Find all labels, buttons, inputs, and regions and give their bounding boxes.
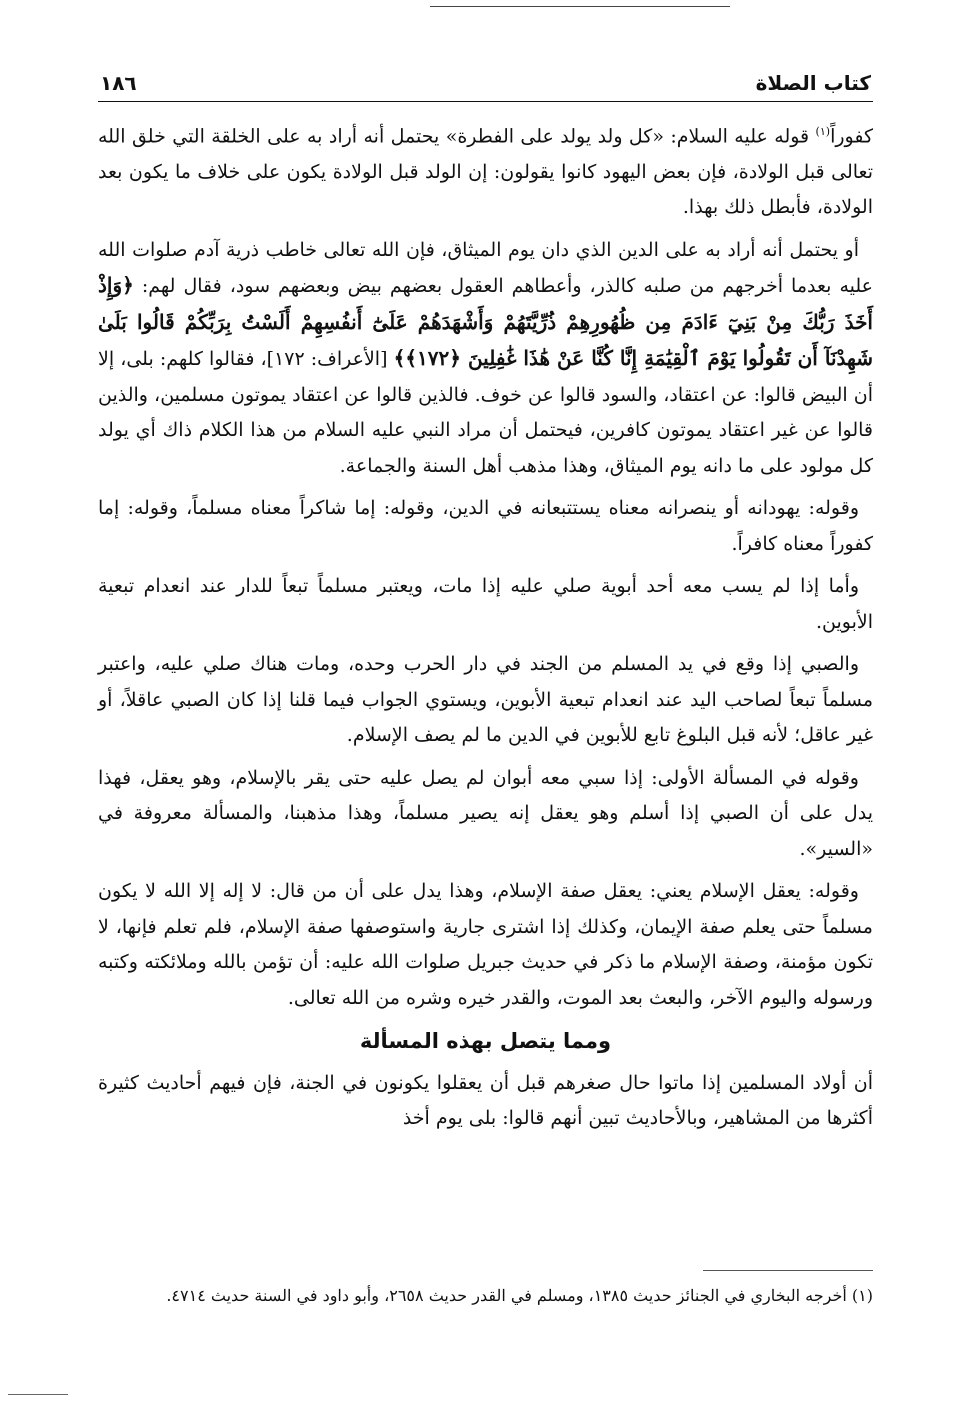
paragraph-2-lead: أو يحتمل أنه أراد به على الدين الذي دان يوم الميثاق، فإن الله تعالى خاطب ذرية آدم صلوات الله عليه بعدما أخرجهم من صلبه كالذر، وأعطاهم العقول بعضهم بيض وبعضهم سود، فقال لهم:	[98, 238, 873, 298]
footnote-1	[98, 1281, 873, 1311]
paragraph-6: وقوله في المسألة الأولى: إذا سبي معه أبوان لم يصل عليه حتى يقر بالإسلام، وهو يعقل، فهذا يدل على أن الصبي إذا أسلم وهو يعقل إنه يصير مسلماً، وهذا مذهبنا، والمسألة معروفة في «السير».	[98, 766, 873, 860]
book-title: كتاب الصلاة	[755, 71, 871, 95]
footnote-text: أخرجه البخاري في الجنائز حديث ١٣٨٥، ومسلم في القدر حديث ٢٦٥٨، وأبو داود في السنة حديث ٤٧١٤.	[166, 1286, 847, 1305]
paragraph-1-text: قوله عليه السلام: «كل ولد يولد على الفطرة» يحتمل أنه أراد به على الخلقة التي خلق الله تعالى قبل الولادة، فإن بعض اليهود كانوا يقولون: إن الولد قبل الولادة يكون على خلاف ما يكون بعد الولادة، فأبطل ذلك بهذا.	[98, 125, 873, 219]
footnote-rule	[703, 1270, 873, 1271]
paragraph-4: وأما إذا لم يسب معه أحد أبوية صلي عليه إذا مات، ويعتبر مسلماً تبعاً للدار عند انعدام تبعية الأبوين.	[98, 575, 873, 633]
paragraph-3: وقوله: يهودانه أو ينصرانه معناه يستتبعانه في الدين، وقوله: إما شاكراً معناه مسلماً، وقوله: إما كفوراً معناه كافراً.	[98, 497, 873, 555]
paragraph-2-text: [الأعراف: ١٧٢]، فقالوا كلهم: بلى، إلا أن البيض قالوا: عن اعتقاد، والسود قالوا عن خوف. فالذين قالوا عن اعتقاد يموتون مسلمين، والذين قالوا عن غير اعتقاد يموتون كافرين، فيحتمل أن مراد النبي عليه السلام من هذا الكلام ذاك أي يولد كل مولود على ما دانه يوم الميثاق، وهذا مذهب أهل السنة والجماعة.	[98, 348, 873, 477]
paragraph-5: والصبي إذا وقع في يد المسلم من الجند في دار الحرب وحده، ومات هناك صلي عليه، واعتبر مسلماً تبعاً لصاحب اليد عند انعدام تبعية الأبوين، ويستوي الجواب فيما قلنا إذا كان الصبي عاقلاً، أو غير عاقل؛ لأنه قبل البلوغ تابع للأبوين في الدين ما لم يصف الإسلام.	[98, 653, 873, 747]
footnote-marker: (١)	[851, 1286, 873, 1305]
quran-verse: ﴿وَإِذْ أَخَذَ رَبُّكَ مِنْ بَنِيٓ ءَادَمَ مِن ظُهُورِهِمْ ذُرِّيَّتَهُمْ وَأَشْهَدَهُمْ عَلَىٰٓ أَنفُسِهِمْ أَلَسْتُ بِرَبِّكُمْ قَالُوا بَلَىٰ شَهِدْنَآ أَن تَقُولُوا يَوْمَ ٱلْقِيَٰمَةِ إِنَّا كُنَّا عَنْ هَٰذَا غَٰفِلِينَ ﴿١٧٢﴾﴾	[98, 273, 873, 371]
paragraph-8: أن أولاد المسلمين إذا ماتوا حال صغرهم قبل أن يعقلوا يكونون في الجنة، فإن فيهم أحاديث كثيرة أكثرها من المشاهير، وبالأحاديث تبين أنهم قالوا: بلى يوم أخذ	[98, 1071, 873, 1130]
paragraph-1	[98, 114, 873, 226]
top-rule	[430, 6, 730, 7]
page	[98, 62, 873, 1144]
bottom-rule	[8, 1394, 68, 1395]
page-body	[98, 114, 873, 1137]
page-number: ١٨٦	[100, 71, 137, 95]
section-title: ومما يتصل بهذه المسألة	[359, 1029, 612, 1054]
footnote-ref: (١)	[815, 125, 831, 138]
page-header	[98, 62, 873, 102]
paragraph-7: وقوله: يعقل الإسلام يعني: يعقل صفة الإسلام، وهذا يدل على أن من قال: لا إله إلا الله لا يكون مسلماً حتى يعلم صفة الإيمان، وكذلك إذا اشترى جارية واستوصفها صفة الإسلام، فلم تعلم فإنها، لا تكون مؤمنة، وصفة الإسلام ما ذكر في حديث جبريل صلوات الله عليه: أن تؤمن بالله وملائكته وكتبه ورسوله واليوم الآخر، والبعث بعد الموت، والقدر خيره وشره من الله تعالى.	[98, 880, 873, 1009]
footnotes	[98, 1270, 873, 1311]
paragraph-2	[98, 233, 873, 485]
paragraph-1-lead: كفوراً	[830, 125, 873, 148]
